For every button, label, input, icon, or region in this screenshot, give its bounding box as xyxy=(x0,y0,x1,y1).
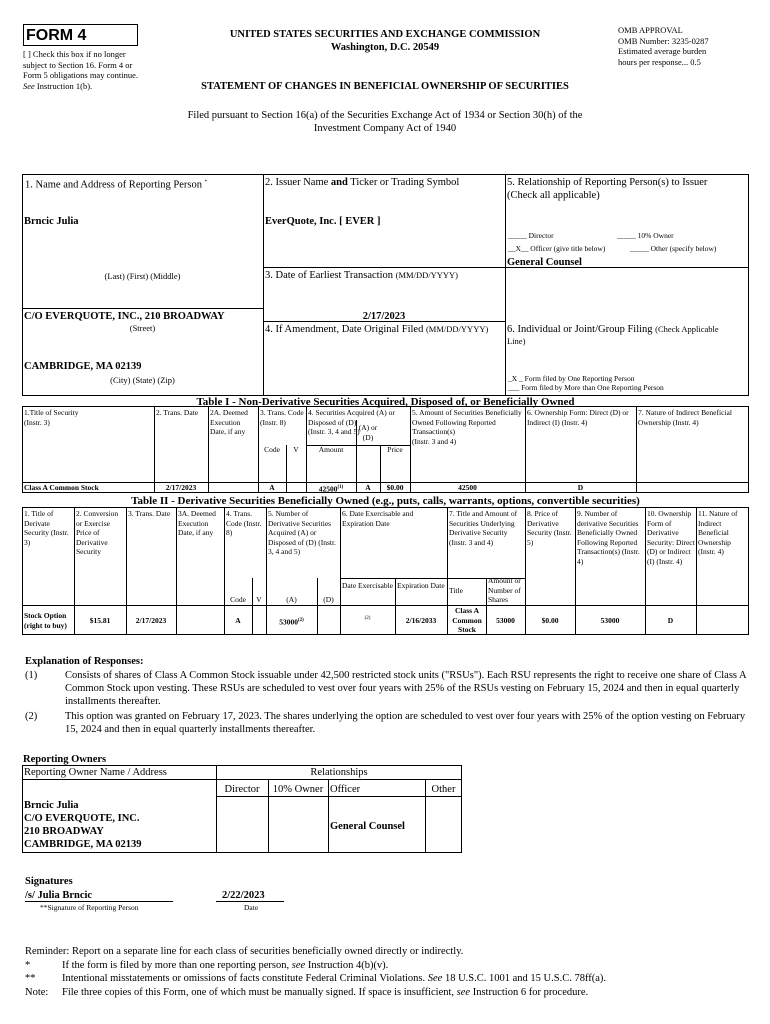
star-mark: * xyxy=(25,960,31,971)
owners-col-name: Reporting Owner Name / Address xyxy=(24,767,167,778)
t2-row-security: Stock Option (right to buy) xyxy=(24,611,67,630)
table2-title: Table II - Derivative Securities Beneficially Owned (e.g., puts, calls, warrants, options, convertible securities) xyxy=(131,495,640,507)
ten-percent-owner-check[interactable]: _____ 10% Owner xyxy=(617,231,674,240)
signature: /s/ Julia Brncic xyxy=(25,890,93,901)
statement-title: STATEMENT OF CHANGES IN BENEFICIAL OWNERSHIP OF SECURITIES xyxy=(201,81,569,92)
t2-h7: 7. Title and Amount of Securities Underlying Derivative Security (Instr. 3 and 4) xyxy=(449,509,518,547)
reporting-person-name: Brncic Julia xyxy=(24,216,79,227)
one-person-check[interactable]: _X _ Form filed by One Reporting Person xyxy=(508,374,635,383)
street-label: (Street) xyxy=(129,323,156,333)
t2-h4: 4. Trans. Code (Instr. 8) xyxy=(226,509,262,537)
box3-label: 3. Date of Earliest Transaction (MM/DD/YYYY) xyxy=(265,270,458,281)
t2-sub-title: Title xyxy=(449,586,463,595)
t1-row-ad: A xyxy=(365,483,371,492)
t1-row-amount: 42500$^{(1)}$ xyxy=(318,484,344,494)
signature-date: 2/22/2023 xyxy=(222,890,265,901)
box1-label: 1. Name and Address of Reporting Person * xyxy=(25,179,208,191)
city-state-zip: CAMBRIDGE, MA 02139 xyxy=(24,361,142,372)
omb-hours: hours per response... 0.5 xyxy=(618,56,701,67)
note-text: File three copies of this Form, one of which must be manually signed. If space is insufficient, see Instruction 6 for procedure. xyxy=(62,987,589,998)
box5-label-2: (Check all applicable) xyxy=(507,190,600,201)
officer-title: General Counsel xyxy=(507,257,582,268)
t2-sub-expiration: Expiration Date xyxy=(397,581,445,590)
box4-label: 4. If Amendment, Date Original Filed (MM/DD/YYYY) xyxy=(265,324,489,335)
other-check[interactable]: _____ Other (specify below) xyxy=(630,244,717,253)
t1-h2a: 2A. Deemed Execution Date, if any xyxy=(210,408,248,436)
owners-col-ten: 10% Owner xyxy=(272,784,324,795)
box5-label: 5. Relationship of Reporting Person(s) to Issuer xyxy=(507,177,708,188)
table1-title: Table I - Non-Derivative Securities Acquired, Disposed of, or Beneficially Owned xyxy=(196,396,575,408)
t1-row-price: $0.00 xyxy=(386,483,404,492)
t1-row-code: A xyxy=(269,483,275,492)
t2-sub-exercisable: Date Exercisable xyxy=(342,581,394,590)
box6-label: 6. Individual or Joint/Group Filing (Check Applicable xyxy=(507,324,719,335)
owners-col-director: Director xyxy=(224,784,260,795)
t2-row-expiration: 2/16/2033 xyxy=(405,616,437,625)
footnote-2-text: This option was granted on February 17, 2023. The shares underlying the option are scheduled to vest over four years with 25% of the option vesting on February 15, 2024 and then in equal quarterly installments thereafter. xyxy=(65,711,746,735)
t2-row-deriv-price: $0.00 xyxy=(541,616,559,625)
t2-h5: 5. Number of Derivative Securities Acquired (A) or Disposed of (D) (Instr. 3, 4 and 5) xyxy=(268,509,336,556)
t1-h5: 5. Amount of Securities Beneficially Owned Following Reported Transaction(s) (Instr. 3 and 4) xyxy=(412,408,522,446)
t2-sub-d: (D) xyxy=(323,595,334,604)
note-mark: Note: xyxy=(25,987,49,998)
dstar-note: Intentional misstatements or omissions of facts constitute Federal Criminal Violations. See 18 U.S.C. 1001 and 15 U.S.C. 78ff(a). xyxy=(62,973,607,984)
t2-sub-a: (A) xyxy=(286,595,297,604)
t1-row-date: 2/17/2023 xyxy=(165,483,197,492)
t1-h1: 1.Title of Security (Instr. 3) xyxy=(24,408,79,427)
t2-row-date: 2/17/2023 xyxy=(135,616,167,625)
footnote-2-mark: (2) xyxy=(25,711,38,722)
footnote-1-mark: (1) xyxy=(25,670,38,681)
t1-h3: 3. Trans. Code (Instr. 8) xyxy=(260,408,304,427)
name-labels: (Last) (First) (Middle) xyxy=(104,271,181,281)
issuer-name: EverQuote, Inc. [ EVER ] xyxy=(265,216,381,227)
t2-sub-code: Code xyxy=(230,595,246,604)
owners-heading: Reporting Owners xyxy=(23,754,107,765)
owners-col-officer: Officer xyxy=(330,784,361,795)
t1-sub-v: V xyxy=(293,445,299,454)
footnote-1-text: Consists of shares of Class A Common Stock issuable under 42,500 restricted stock units ("RSUs"). Each RSU represents the right to receive one share of Class A Common Stock upon vesting. These RSUs are scheduled to vest over four years with 25% of the RSUs vesting on February 15, 2024 and then in equal quarterly installments thereafter. xyxy=(65,670,747,707)
checkbox-note[interactable]: [ ] Check this box if no longer subject to Section 16. Form 4 or Form 5 obligations may continue. See Instruction 1(b). xyxy=(23,49,138,91)
t1-sub-amount: Amount xyxy=(318,445,344,454)
filed-pursuant-2: Investment Company Act of 1940 xyxy=(313,123,457,134)
t2-h10: 10. Ownership Form of Derivative Security: Direct (D) or Indirect (I) (Instr. 4) xyxy=(647,509,695,566)
t2-row-form: D xyxy=(667,616,674,625)
t2-sub-v: V xyxy=(256,595,262,604)
filed-pursuant: Filed pursuant to Section 16(a) of the Securities Exchange Act of 1934 or Section 30(h) of the xyxy=(187,110,583,121)
t1-row-form: D xyxy=(577,483,584,492)
t2-h3a: 3A. Deemed Execution Date, if any xyxy=(178,509,216,537)
signatures-heading: Signatures xyxy=(25,876,73,887)
omb-approval: OMB APPROVAL xyxy=(618,25,683,35)
box6-label-2: Line) xyxy=(507,336,526,346)
t2-h9: 9. Number of derivative Securities Beneficially Owned Following Reported Transaction(s) (Instr. 4) xyxy=(577,509,640,566)
t2-row-amount: 53000 xyxy=(496,616,515,625)
explanation-heading: Explanation of Responses: xyxy=(25,656,144,667)
t2-row-a: 53000$^{(2)}$ xyxy=(279,617,304,627)
t2-row-title: Class A Common Stock xyxy=(452,606,482,634)
t2-h6: 6. Date Exercisable and Expiration Date xyxy=(342,509,414,528)
t2-row-code: A xyxy=(235,616,241,625)
t2-h1: 1. Title of Derivate Security (Instr. 3) xyxy=(24,509,69,547)
street-address: C/O EVERQUOTE, INC., 210 BROADWAY xyxy=(24,311,225,322)
form-title: FORM 4 xyxy=(26,27,87,44)
owner-officer-title: General Counsel xyxy=(330,821,405,832)
t2-h2: 2. Conversion or Exercise Price of Derivative Security xyxy=(76,509,119,556)
reminder: Reminder: Report on a separate line for each class of securities beneficially owned directly or indirectly. xyxy=(25,946,464,957)
agency-title: UNITED STATES SECURITIES AND EXCHANGE COMMISSION xyxy=(229,29,541,40)
t1-sub-price: Price xyxy=(387,445,403,454)
t1-h7: 7. Nature of Indirect Beneficial Ownership (Instr. 4) xyxy=(638,408,732,427)
t2-h3: 3. Trans. Date xyxy=(128,509,171,518)
officer-check[interactable]: __X__ Officer (give title below) xyxy=(508,244,606,253)
t2-h11: 11. Nature of Indirect Beneficial Ownership (Instr. 4) xyxy=(698,509,738,556)
owners-col-relationships: Relationships xyxy=(310,767,368,778)
form-title-box xyxy=(23,24,138,46)
signature-date-label: Date xyxy=(244,903,259,912)
t2-row-price: $15.81 xyxy=(89,616,111,625)
omb-approval-block xyxy=(618,25,768,67)
t1-h4: 4. Securities Acquired (A) or Disposed of (D) (Instr. 3, 4 and 5) xyxy=(308,408,395,436)
agency-city: Washington, D.C. 20549 xyxy=(330,42,440,53)
t2-row-owned: 53000 xyxy=(600,616,620,625)
t2-sub-amount: Amount or Number of Shares xyxy=(488,576,521,604)
omb-burden: Estimated average burden xyxy=(618,46,707,56)
earliest-transaction-date: 2/17/2023 xyxy=(362,311,406,322)
box2-label: 2. Issuer Name and Ticker or Trading Symbol xyxy=(265,177,460,188)
t1-h6: 6. Ownership Form: Direct (D) or Indirect (I) (Instr. 4) xyxy=(527,408,629,427)
signature-label: **Signature of Reporting Person xyxy=(40,903,139,912)
t2-h8: 8. Price of Derivative Security (Instr. 5) xyxy=(527,509,572,547)
t1-h2: 2. Trans. Date xyxy=(156,408,199,417)
omb-number: OMB Number: 3235-0287 xyxy=(618,35,709,46)
more-person-check[interactable]: ___ Form filed by More than One Reporting Person xyxy=(508,383,664,392)
t1-row-owned: 42500 xyxy=(458,483,477,492)
director-check[interactable]: _____ Director xyxy=(508,231,554,240)
city-labels: (City) (State) (Zip) xyxy=(110,375,175,385)
owners-col-other: Other xyxy=(431,784,456,795)
t1-row-security: Class A Common Stock xyxy=(24,483,99,492)
dstar-mark: ** xyxy=(25,973,36,984)
t1-sub-ad: (A) or (D) xyxy=(358,423,378,442)
owner-name-address: Brncic Julia C/O EVERQUOTE, INC. 210 BROADWAY CAMBRIDGE, MA 02139 xyxy=(24,800,142,850)
star-note: If the form is filed by more than one reporting person, see Instruction 4(b)(v). xyxy=(62,960,389,971)
t2-row-exercisable: (2) xyxy=(364,616,371,621)
t1-sub-code: Code xyxy=(264,445,280,454)
